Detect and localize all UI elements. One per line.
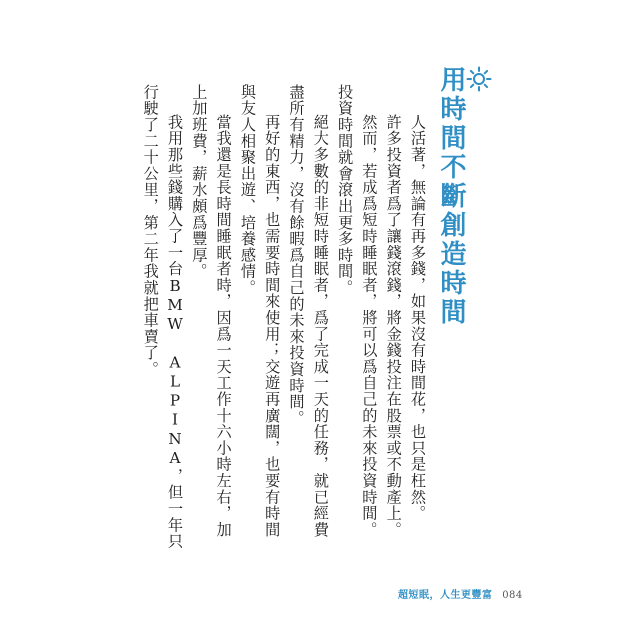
paragraph: 然而，若成爲短時睡眠者，將可以爲自己的未來投資時間。投資時間就會滾出更多時間。 [336, 84, 379, 539]
body-text [138, 84, 430, 554]
paragraph: 當我還是長時間睡眠者時，因爲一天工作十六小時左右，加上加班費，薪水頗爲豐厚。 [190, 84, 233, 539]
running-title: 超短眠，人生更豐富 [398, 590, 493, 601]
page-footer [398, 586, 523, 601]
paragraph: 人活著，無論有再多錢，如果沒有時間花，也只是枉然。 [409, 114, 427, 522]
section-title [436, 66, 492, 327]
paragraph: 絕大多數的非短時睡眠者，爲了完成一天的任務，就已經費盡所有精力，沒有餘暇爲自己的未來投資時間。 [287, 84, 330, 539]
paragraph: 我用那些錢購入了一台BMW ALPINA，但一年只行駛了二十公里，第二年我就把車賣了。 [141, 84, 185, 550]
section-title-text: 用時間不斷創造時間 [436, 66, 466, 327]
sun-icon [466, 66, 492, 92]
paragraph: 再好的東西，也需要時間來使用；交遊再廣闊，也要有時間與友人相聚出遊、培養感情。 [238, 84, 282, 539]
paragraph: 許多投資者爲了讓錢滾錢，將金錢投注在股票或不動產上。 [384, 114, 403, 539]
page-number: 084 [502, 590, 523, 601]
